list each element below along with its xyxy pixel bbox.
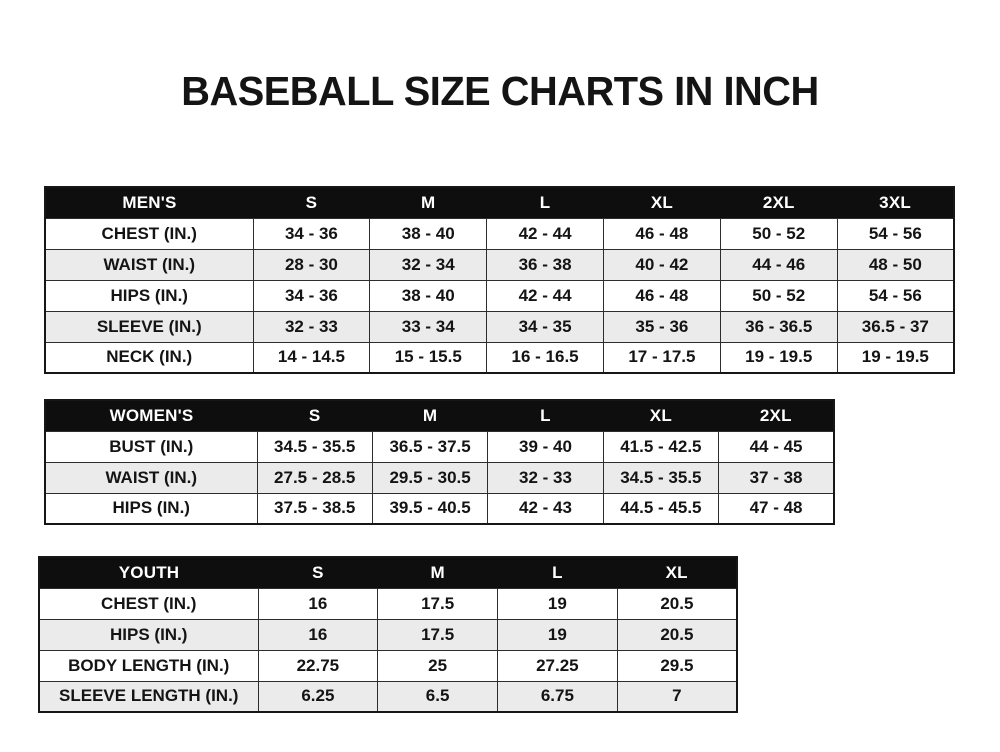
- size-value-cell: 16: [258, 619, 378, 650]
- size-value-cell: 34 - 35: [487, 311, 604, 342]
- size-value-cell: 54 - 56: [837, 280, 954, 311]
- size-value-cell: 36.5 - 37: [837, 311, 954, 342]
- size-value-cell: 36 - 38: [487, 249, 604, 280]
- size-value-cell: 37.5 - 38.5: [257, 493, 372, 524]
- size-value-cell: 42 - 44: [487, 280, 604, 311]
- size-value-cell: 36.5 - 37.5: [372, 431, 487, 462]
- table-header-row: [45, 400, 834, 431]
- table-title-cell: MEN'S: [45, 187, 253, 218]
- youth-size-chart-table: [38, 556, 738, 713]
- size-value-cell: 17.5: [378, 588, 498, 619]
- size-value-cell: 25: [378, 650, 498, 681]
- size-value-cell: 20.5: [617, 619, 737, 650]
- table-row: [45, 462, 834, 493]
- size-value-cell: 14 - 14.5: [253, 342, 370, 373]
- size-value-cell: 33 - 34: [370, 311, 487, 342]
- size-value-cell: 27.25: [498, 650, 618, 681]
- size-value-cell: 35 - 36: [603, 311, 720, 342]
- size-column-header: S: [258, 557, 378, 588]
- size-value-cell: 44 - 45: [719, 431, 834, 462]
- size-value-cell: 19 - 19.5: [837, 342, 954, 373]
- table-row: [45, 311, 954, 342]
- size-value-cell: 15 - 15.5: [370, 342, 487, 373]
- table-row: [45, 493, 834, 524]
- size-value-cell: 16: [258, 588, 378, 619]
- table-row: [39, 681, 737, 712]
- measurement-label-cell: NECK (IN.): [45, 342, 253, 373]
- table-title-cell: YOUTH: [39, 557, 258, 588]
- size-value-cell: 42 - 43: [488, 493, 603, 524]
- table-row: [45, 218, 954, 249]
- size-value-cell: 37 - 38: [719, 462, 834, 493]
- size-value-cell: 48 - 50: [837, 249, 954, 280]
- size-value-cell: 38 - 40: [370, 218, 487, 249]
- measurement-label-cell: HIPS (IN.): [45, 280, 253, 311]
- table-row: [45, 249, 954, 280]
- size-value-cell: 47 - 48: [719, 493, 834, 524]
- size-value-cell: 16 - 16.5: [487, 342, 604, 373]
- size-value-cell: 44 - 46: [720, 249, 837, 280]
- size-value-cell: 41.5 - 42.5: [603, 431, 718, 462]
- size-value-cell: 32 - 34: [370, 249, 487, 280]
- measurement-label-cell: HIPS (IN.): [45, 493, 257, 524]
- size-value-cell: 34 - 36: [253, 218, 370, 249]
- size-value-cell: 42 - 44: [487, 218, 604, 249]
- size-value-cell: 38 - 40: [370, 280, 487, 311]
- size-value-cell: 20.5: [617, 588, 737, 619]
- size-value-cell: 19: [498, 588, 618, 619]
- size-value-cell: 17.5: [378, 619, 498, 650]
- size-column-header: XL: [603, 400, 718, 431]
- size-column-header: 2XL: [719, 400, 834, 431]
- size-value-cell: 50 - 52: [720, 218, 837, 249]
- size-value-cell: 19 - 19.5: [720, 342, 837, 373]
- size-value-cell: 50 - 52: [720, 280, 837, 311]
- measurement-label-cell: CHEST (IN.): [39, 588, 258, 619]
- table-row: [45, 280, 954, 311]
- mens-size-chart-table: [44, 186, 955, 374]
- table-header-row: [45, 187, 954, 218]
- table-title-cell: WOMEN'S: [45, 400, 257, 431]
- measurement-label-cell: WAIST (IN.): [45, 249, 253, 280]
- size-value-cell: 6.5: [378, 681, 498, 712]
- size-column-header: S: [257, 400, 372, 431]
- measurement-label-cell: BODY LENGTH (IN.): [39, 650, 258, 681]
- size-column-header: 3XL: [837, 187, 954, 218]
- size-value-cell: 34.5 - 35.5: [257, 431, 372, 462]
- size-column-header: S: [253, 187, 370, 218]
- size-column-header: M: [378, 557, 498, 588]
- size-value-cell: 39.5 - 40.5: [372, 493, 487, 524]
- size-column-header: L: [488, 400, 603, 431]
- size-value-cell: 36 - 36.5: [720, 311, 837, 342]
- measurement-label-cell: WAIST (IN.): [45, 462, 257, 493]
- size-column-header: XL: [617, 557, 737, 588]
- size-value-cell: 27.5 - 28.5: [257, 462, 372, 493]
- table-header-row: [39, 557, 737, 588]
- size-value-cell: 19: [498, 619, 618, 650]
- size-column-header: M: [370, 187, 487, 218]
- size-column-header: L: [498, 557, 618, 588]
- measurement-label-cell: SLEEVE (IN.): [45, 311, 253, 342]
- measurement-label-cell: BUST (IN.): [45, 431, 257, 462]
- size-value-cell: 54 - 56: [837, 218, 954, 249]
- size-value-cell: 17 - 17.5: [603, 342, 720, 373]
- size-value-cell: 28 - 30: [253, 249, 370, 280]
- size-value-cell: 46 - 48: [603, 280, 720, 311]
- measurement-label-cell: SLEEVE LENGTH (IN.): [39, 681, 258, 712]
- table-row: [45, 342, 954, 373]
- table-row: [39, 650, 737, 681]
- size-charts-container: [0, 186, 1000, 713]
- size-value-cell: 34 - 36: [253, 280, 370, 311]
- size-column-header: XL: [603, 187, 720, 218]
- size-column-header: 2XL: [720, 187, 837, 218]
- size-column-header: L: [487, 187, 604, 218]
- size-value-cell: 7: [617, 681, 737, 712]
- size-column-header: M: [372, 400, 487, 431]
- table-row: [39, 619, 737, 650]
- measurement-label-cell: HIPS (IN.): [39, 619, 258, 650]
- measurement-label-cell: CHEST (IN.): [45, 218, 253, 249]
- size-value-cell: 6.25: [258, 681, 378, 712]
- size-value-cell: 39 - 40: [488, 431, 603, 462]
- table-row: [39, 588, 737, 619]
- size-value-cell: 34.5 - 35.5: [603, 462, 718, 493]
- size-value-cell: 29.5: [617, 650, 737, 681]
- size-value-cell: 32 - 33: [253, 311, 370, 342]
- size-value-cell: 46 - 48: [603, 218, 720, 249]
- size-value-cell: 6.75: [498, 681, 618, 712]
- size-value-cell: 44.5 - 45.5: [603, 493, 718, 524]
- size-value-cell: 22.75: [258, 650, 378, 681]
- size-value-cell: 32 - 33: [488, 462, 603, 493]
- size-value-cell: 29.5 - 30.5: [372, 462, 487, 493]
- size-value-cell: 40 - 42: [603, 249, 720, 280]
- table-row: [45, 431, 834, 462]
- womens-size-chart-table: [44, 399, 835, 525]
- page-title: BASEBALL SIZE CHARTS IN INCH: [181, 68, 819, 114]
